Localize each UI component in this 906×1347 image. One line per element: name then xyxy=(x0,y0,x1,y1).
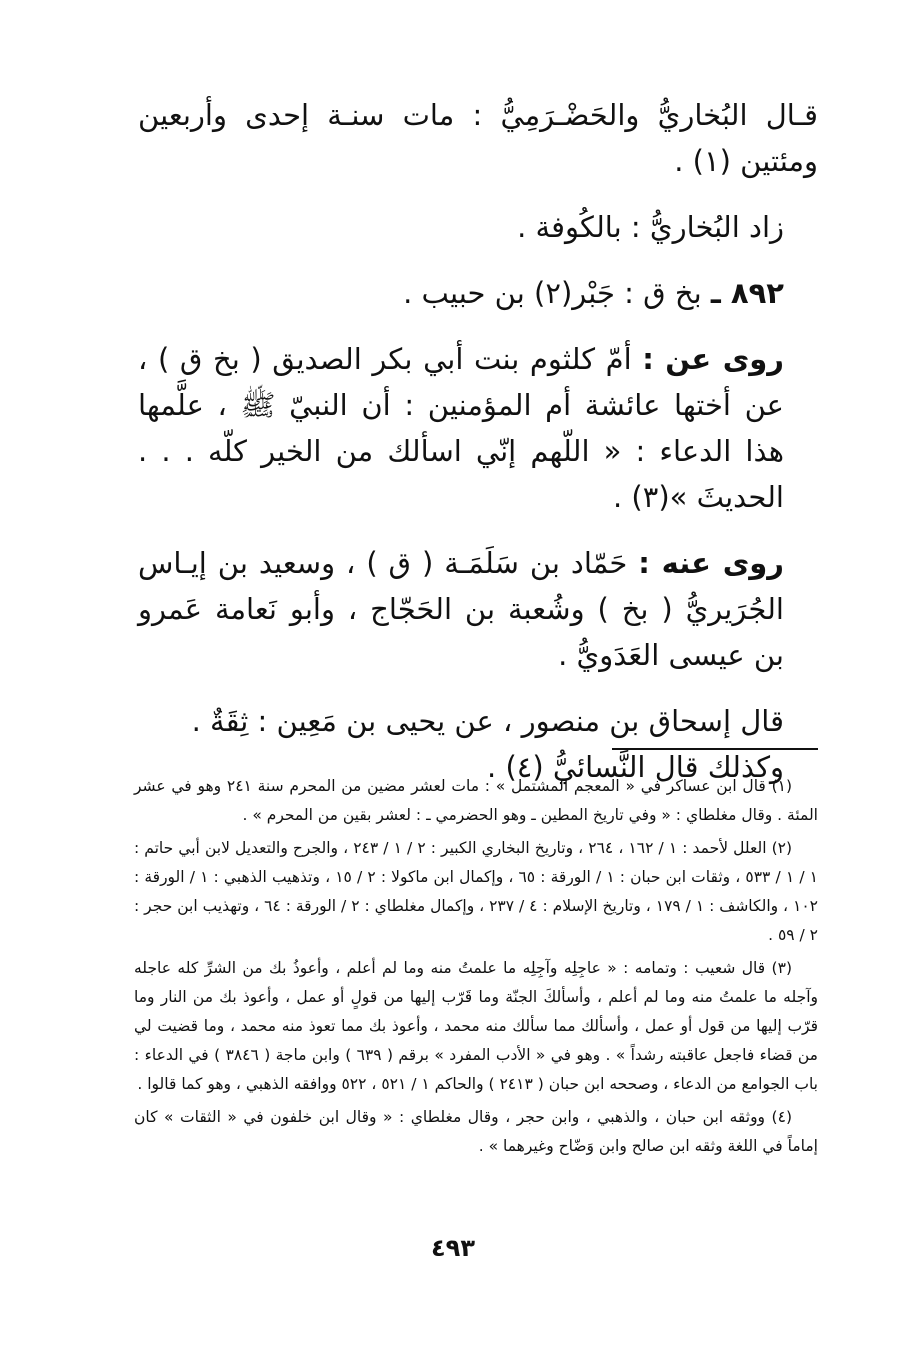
paragraph-text: زاد البُخاريُّ : بالكُوفة . xyxy=(517,210,784,244)
paragraph-text: وكذلك قال النَّسائيُّ (٤) . xyxy=(487,750,784,784)
footnotes xyxy=(134,772,818,1165)
footnote-2: (٢) العلل لأحمد : ١ / ١٦٢ ، ٢٦٤ ، وتاريخ البخاري الكبير : ٢ / ١ / ٢٤٣ ، والجرح والتعديل لابن أبي حاتم : ١ / ١ / ٥٣٣ ، وثقات ابن حبان : ١ / الورقة : ٦٥ ، وإكمال ابن ماكولا : ٢ / ١٥ ، وتذهيب الذهبي : ١ / الورقة : ١٠٢ ، والكاشف : ١ / ١٧٩ ، وتاريخ الإسلام : ٤ / ٢٣٧ ، وإكمال مغلطاي : ٢ / الورقة : ٦٤ ، وتهذيب ابن حجر : ٢ / ٥٩ . xyxy=(134,839,818,944)
paragraph-lead: روى عنه : xyxy=(638,546,784,580)
paragraph-text: أمّ كلثوم بنت أبي بكر الصديق ( بخ ق ) ، عن أختها عائشة أم المؤمنين : أن النبيّ ﷺ ، علَّمها هذا الدعاء : « اللّهم إنّي اسألك من الخير كلّه . . . الحديثَ »(٣) . xyxy=(138,342,784,514)
paragraph-text: قـال البُخاريُّ والحَضْـرَمِيُّ : مات سنـة إحدى وأربعين ومئتين (١) . xyxy=(138,98,818,178)
paragraph-narrated-by xyxy=(138,540,818,678)
entry-title: بخ ق : جَبْر(٢) بن حبيب . xyxy=(403,276,702,310)
paragraph-narrated-from xyxy=(138,336,818,520)
entry-heading xyxy=(138,270,818,316)
footnote-1: (١) قال ابن عساكر في « المعجم المشتمل » : مات لعشر مضين من المحرم سنة ٢٤١ وهو في عشر المئة . وقال مغلطاي : « وفي تاريخ المطين ـ وهو الحضرمي ـ : لعشر بقين من المحرم » . xyxy=(134,777,818,824)
paragraph-lead: روى عن : xyxy=(642,342,784,376)
paragraph-ibn-maeen xyxy=(138,698,818,744)
paragraph-text: حَمّاد بن سَلَمَـة ( ق ) ، وسعيد بن إيـاس الجُرَيريُّ ( بخ ) وشُعبة بن الحَجّاج ، وأبو نَعامة عَمرو بن عيسى العَدَويُّ . xyxy=(138,546,784,672)
paragraph-addition xyxy=(138,204,818,250)
footnote-4: (٤) ووثقه ابن حبان ، والذهبي ، وابن حجر ، وقال مغلطاي : « وقال ابن خلفون في « الثقات » كان إماماً في اللغة وثقه ابن صالح وابن وَضّاح وغيرهما » . xyxy=(134,1108,818,1155)
entry-number: ٨٩٢ ـ xyxy=(710,276,784,310)
paragraph-text: قال إسحاق بن منصور ، عن يحيى بن مَعِين : ثِقَةٌ . xyxy=(191,704,784,738)
footnote-divider xyxy=(612,748,818,750)
page-number: ٤٩٣ xyxy=(431,1234,475,1262)
paragraph-death-date xyxy=(138,92,818,184)
footnote-3: (٣) قال شعيب : وتمامه : « عاجِلِه وآجِلِه ما علمتُ منه وما لم أعلم ، وأعوذُ بك من الشرِّ كله عاجله وآجله ما علمتُ منه وما لم أعلم ، وأسألكَ الجنّة وما قَرّب إليها من قولٍ أو عمل ، وأعوذ بك من النار وما قرّب إليها من قول أو عمل ، وأسألك مما سألك منه محمد ، وأعوذ بك مما تعوذ منه محمد ، وما قضيت لي من قضاء فاجعل عاقبته رشداً » . وهو في « الأدب المفرد » برقم ( ٦٣٩ ) وابن ماجة ( ٣٨٤٦ ) في الدعاء : باب الجوامع من الدعاء ، وصححه ابن حبان ( ٢٤١٣ ) والحاكم ١ / ٥٢١ ، ٥٢٢ ووافقه الذهبي ، وهو كما قالوا . xyxy=(134,959,818,1093)
main-text xyxy=(138,92,818,790)
